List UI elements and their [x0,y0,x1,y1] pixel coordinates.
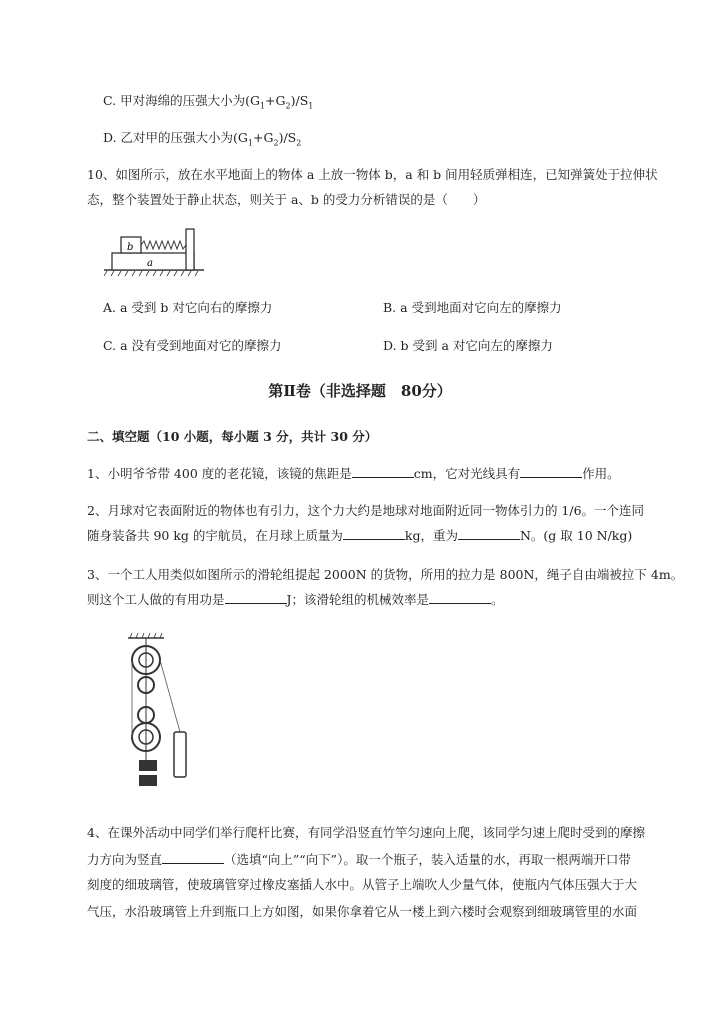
q10-option-a: A. a 受到 b 对它向右的摩擦力 [103,300,273,315]
q9-option-c: C. 甲对海绵的压强大小为$(G_1+G_2)/S_1$ [103,93,314,111]
q10-stem-line2: 态，整个装置处于静止状态，则关于 a、b 的受力分析错误的是（ ） [87,192,486,207]
q10-stem-line1: 10、如图所示，放在水平地面上的物体 a 上放一物体 b，a 和 b 间用轻质弹相连，已知弹簧处于拉伸状 [87,167,658,182]
q10-option-b: B. a 受到地面对它向左的摩擦力 [383,300,562,315]
q10-option-c: C. a 没有受到地面对它的摩擦力 [103,338,282,353]
q3-line2: 则这个工人做的有用功是 J；该滑轮组的机械效率是 。 [87,592,504,607]
spring-block-figure [104,225,204,277]
block-b-label: b [127,242,134,253]
block-a-label: a [147,258,153,269]
q2-line2: 随身装备共 90 kg 的宇航员，在月球上质量为 kg，重为 N。(g 取 10 N/kg) [87,528,633,543]
q4-line4: 气压，水沿玻璃管上升到瓶口上方如图，如果你拿着它从一楼上到六楼时会观察到细玻璃管里的水面 [87,904,638,919]
q3-line1: 3、一个工人用类似如图所示的滑轮组提起 2000N 的货物，所用的拉力是 800N，绳子自由端被拉下 4m。 [87,567,684,582]
section-title: 二、填空题（10 小题，每小题 3 分，共计 30 分） [87,429,378,444]
q4-line1: 4、在课外活动中同学们举行爬杆比赛，有同学沿竖直竹竿匀速向上爬，该同学匀速上爬时受到的摩擦 [87,825,645,840]
pulley-system-figure [118,632,198,792]
q10-option-d: D. b 受到 a 对它向左的摩擦力 [383,338,553,353]
q1: 1、小明爷爷带 400 度的老花镜，该镜的焦距是 cm，它对光线具有 作用。 [87,466,620,481]
q4-line2: 力方向为竖直 （选填“向上”“向下”）。取一个瓶子，装入适量的水，再取一根两端开口带 [87,852,631,867]
q4-line3: 刻度的细玻璃管，使玻璃管穿过橡皮塞插人水中。从管子上端吹人少量气体，使瓶内气体压强大于大 [87,877,638,892]
part2-title: 第Ⅱ卷（非选择题 80分） [268,382,452,400]
q2-line1: 2、月球对它表面附近的物体也有引力，这个力大约是地球对地面附近同一物体引力的 1/6。一个连同 [87,503,645,518]
q9-option-d: D. 乙对甲的压强大小为$(G_1+G_2)/S_2$ [103,130,302,148]
